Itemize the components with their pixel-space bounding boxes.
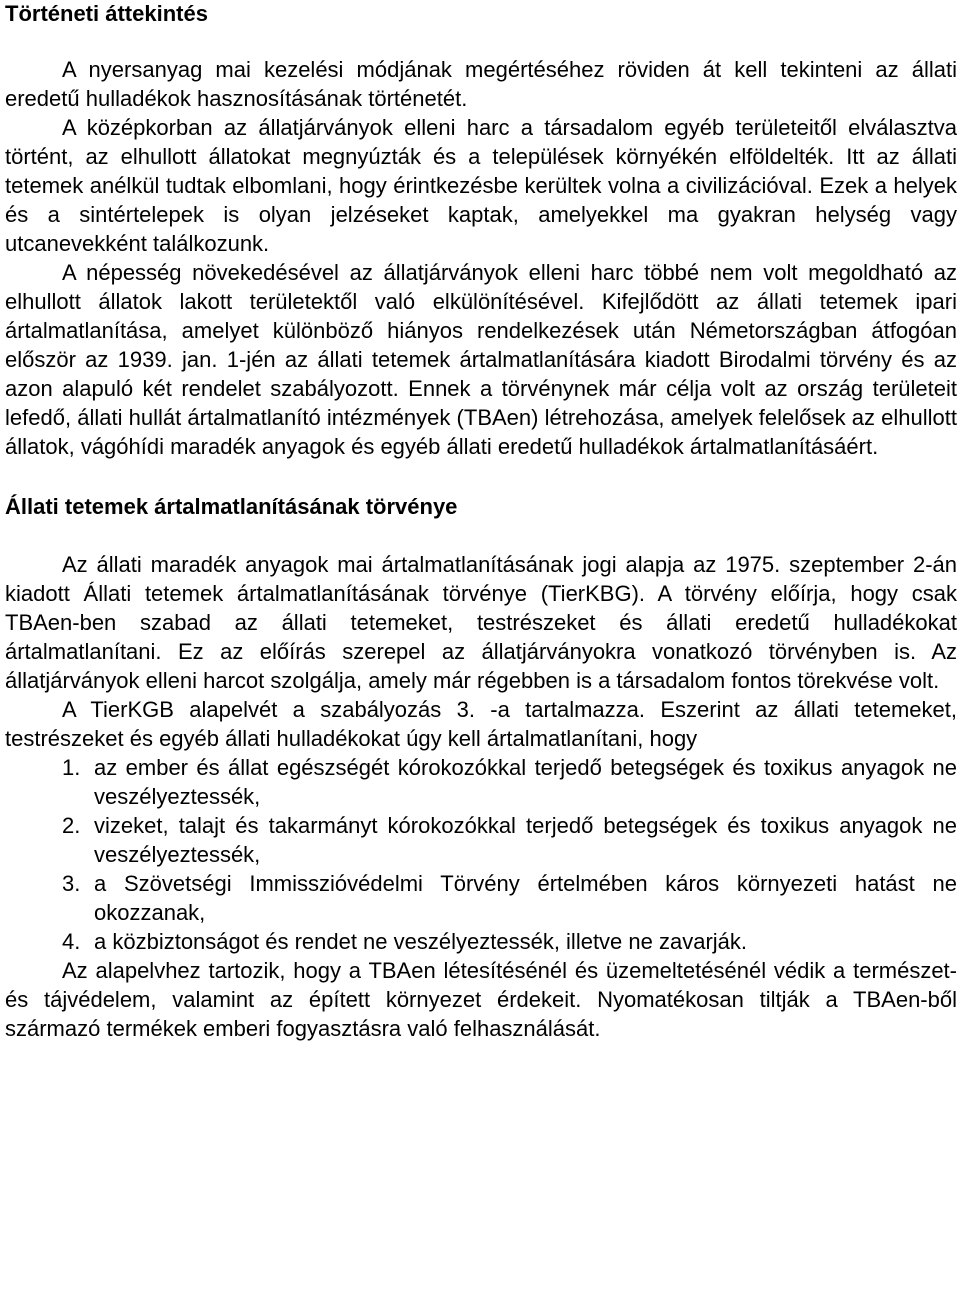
list-item-text: a közbiztonságot és rendet ne veszélyeztessék, illetve ne zavarják. bbox=[94, 929, 748, 954]
list-item bbox=[62, 869, 957, 927]
section-heading-law: Állati tetemek ártalmatlanításának törvénye bbox=[5, 494, 458, 519]
document-page bbox=[5, 0, 957, 1043]
paragraph: A TierKGB alapelvét a szabályozás 3. -a tartalmazza. Eszerint az állati tetemeket, testrészeket és egyéb állati hulladékokat úgy kell ártalmatlanítani, hogy bbox=[5, 697, 957, 751]
paragraph: Az állati maradék anyagok mai ártalmatlanításának jogi alapja az 1975. szeptember 2-án kiadott Állati tetemek ártalmatlanításának törvénye (TierKBG). A törvény előírja, hogy csak TBAen-ben szabad az állati tetemeket, testrészeket és állati eredetű hulladékokat ártalmatlanítani. Ez az előírás szerepel az állatjárványokra vonatkozó törvényben is. Az állatjárványok elleni harcot szolgálja, amely már régebben is a társadalom fontos törekvése volt. bbox=[5, 552, 957, 693]
list-item-number: 2. bbox=[62, 813, 81, 838]
list-item-number: 4. bbox=[62, 929, 81, 954]
list-item bbox=[62, 927, 957, 956]
paragraph: Az alapelvhez tartozik, hogy a TBAen létesítésénél és üzemeltetésénél védik a természet- és tájvédelem, valamint az épített környezet érdekeit. Nyomatékosan tiltják a TBAen-ből származó termékek emberi fogyasztásra való felhasználását. bbox=[5, 958, 957, 1041]
list-item-number: 1. bbox=[62, 755, 81, 780]
paragraph: A népesség növekedésével az állatjárványok elleni harc többé nem volt megoldható az elhullott állatok lakott területektől való elkülönítésével. Kifejlődött az állati tetemek ipari ártalmatlanítása, amelyet különböző hiányos rendelkezések után Németországban átfogóan először az 1939. jan. 1-jén az állati tetemek ártalmatlanítására kiadott Birodalmi törvény és az azon alapuló két rendelet szabályozott. Ennek a törvénynek már célja volt az ország területeit lefedő, állati hullát ártalmatlanító intézmények (TBAen) létrehozása, amelyek felelősek az elhullott állatok, vágóhídi maradék anyagok és egyéb állati eredetű hulladékok ártalmatlanításáért. bbox=[5, 260, 957, 459]
list-item-number: 3. bbox=[62, 871, 81, 896]
list-item bbox=[62, 753, 957, 811]
numbered-list bbox=[5, 753, 957, 956]
paragraph: A középkorban az állatjárványok elleni harc a társadalom egyéb területeitől elválasztva történt, az elhullott állatokat megnyúzták és a települések környékén elföldelték. Itt az állati tetemek anélkül tudtak elbomlani, hogy érintkezésbe kerültek volna a civilizációval. Ezek a helyek és a sintértelepek is olyan jelzéseket kaptak, amelyekkel ma gyakran helység vagy utcanevekként találkozunk. bbox=[5, 115, 957, 256]
paragraph: A nyersanyag mai kezelési módjának megértéséhez röviden át kell tekinteni az állati eredetű hulladékok hasznosításának történetét. bbox=[5, 57, 957, 111]
list-item bbox=[62, 811, 957, 869]
section-heading-history: Történeti áttekintés bbox=[5, 1, 208, 26]
list-item-text: vizeket, talajt és takarmányt kórokozókkal terjedő betegségek és toxikus anyagok ne veszélyeztessék, bbox=[94, 813, 957, 867]
list-item-text: az ember és állat egészségét kórokozókkal terjedő betegségek és toxikus anyagok ne veszélyeztessék, bbox=[94, 755, 957, 809]
list-item-text: a Szövetségi Immisszióvédelmi Törvény értelmében káros környezeti hatást ne okozzanak, bbox=[94, 871, 957, 925]
